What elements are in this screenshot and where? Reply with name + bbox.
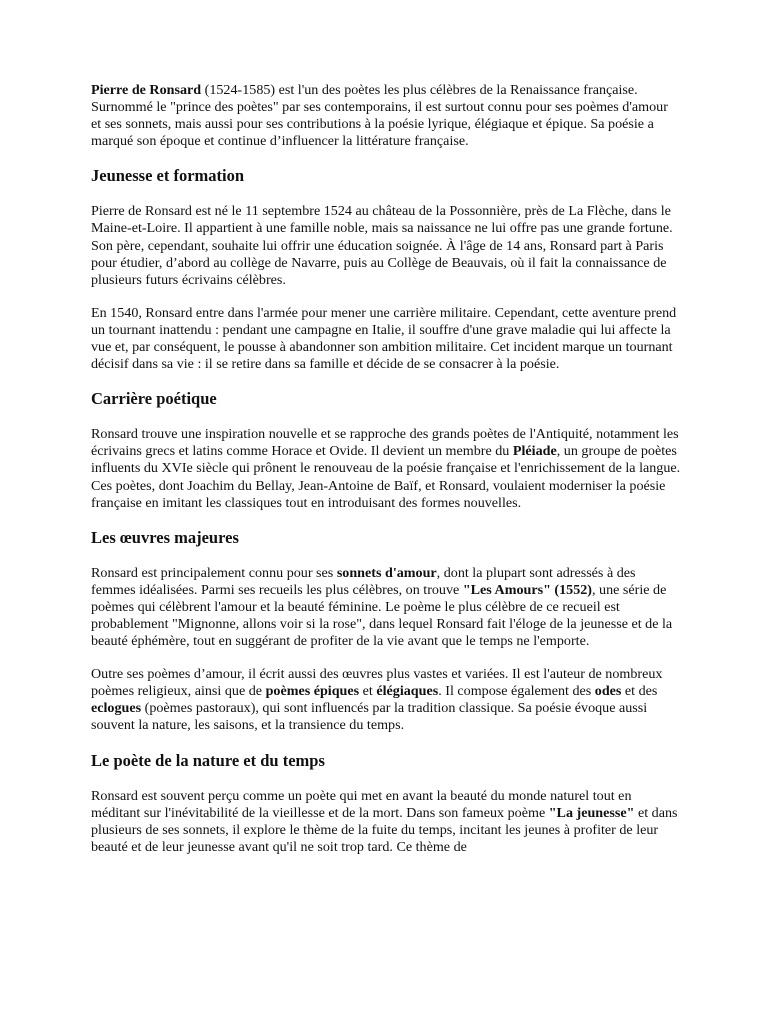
text-span: . Il compose également des: [438, 683, 595, 700]
bold-term: sonnets d'amour: [336, 564, 437, 581]
bold-term: élégiaques: [376, 683, 439, 700]
intro-paragraph: [91, 82, 681, 150]
bold-term: odes: [594, 683, 622, 700]
text-span: , une série de poèmes qui célèbrent l'amour et la beauté féminine. Le poème le plus célèbre de ce recueil est probablement "Mignonne, allons voir si la rose", dans lequel Ronsard fait l'éloge de la jeunesse et de la beauté éphémère, tout en suggérant de profiter de la vie avant que le temps ne l'emporte.: [91, 581, 673, 650]
heading-carriere: Carrière poétique: [91, 389, 217, 409]
paragraph-jeunesse-1: Pierre de Ronsard est né le 11 septembre 1524 au château de la Possonnière, près de La Flèche, dans le Maine-et-Loire. Il appartient à une famille noble, mais sa naissance ne lui offre pas une grande fortune. Son père, cependant, souhaite lui offrir une éducation soignée. À l'âge de 14 ans, Ronsard part à Paris pour étudier, d’abord au collège de Navarre, puis au Collège de Beauvais, où il fait la connaissance de plusieurs futurs écrivains célèbres.: [91, 203, 673, 288]
text-span: Ronsard est principalement connu pour ses: [91, 564, 337, 581]
text-span: Outre ses poèmes d’amour, il écrit aussi des œuvres plus vastes et variées. Il est l'auteur de nombreux poèmes religieux, ainsi que de: [91, 666, 663, 700]
text-span: (poèmes pastoraux), qui sont influencés par la tradition classique. Sa poésie évoque aussi souvent la nature, les saisons, et la transience du temps.: [91, 700, 648, 734]
paragraph-carriere-1: [91, 426, 681, 511]
text-span: , un groupe de poètes influents du XVIe siècle qui prônent le renouveau de la poésie française et l'enrichissement de la langue. Ces poètes, dont Joachim du Bellay, Jean-Antoine de Baïf, et Ronsard, voulaient moderniser la poésie française en imitant les classiques tout en introduisant des formes nouvelles.: [91, 443, 681, 511]
text-span: et des: [621, 683, 658, 700]
paragraph-nature-1: [91, 788, 681, 856]
text-span: Ronsard trouve une inspiration nouvelle et se rapproche des grands poètes de l'Antiquité, notamment les écrivains grecs et latins comme Horace et Ovide. Il devient un membre du: [91, 426, 679, 460]
bold-term: Pléiade: [512, 443, 557, 460]
intro-text: (1524-1585) est l'un des poètes les plus célèbres de la Renaissance française. Surnommé le "prince des poètes" par ses contemporains, il est surtout connu pour ses poèmes d'amour et ses sonnets, mais aussi pour ses contributions à la poésie lyrique, élégiaque et épique. Sa poésie a marqué son époque et continue d’influencer la littérature française.: [91, 82, 668, 150]
heading-nature: Le poète de la nature et du temps: [91, 750, 325, 770]
heading-oeuvres: Les œuvres majeures: [91, 527, 239, 547]
heading-jeunesse: Jeunesse et formation: [91, 166, 245, 186]
text-span: Ronsard est souvent perçu comme un poète qui met en avant la beauté du monde naturel tout en méditant sur l'inévitabilité de la vieillesse et de la mort. Dans son fameux poème: [91, 787, 632, 821]
document-page: [91, 82, 681, 872]
text-span: , dont la plupart sont adressés à des femmes idéalisées. Parmi ses recueils les plus célèbres, on trouve: [91, 564, 636, 598]
paragraph-oeuvres-1: [91, 565, 681, 650]
bold-term: poèmes épiques: [265, 683, 360, 700]
paragraph-jeunesse-2: En 1540, Ronsard entre dans l'armée pour mener une carrière militaire. Cependant, cette aventure prend un tournant inattendu : pendant une campagne en Italie, il souffre d'une grave maladie qui lui affecte la vue et, par conséquent, le pousse à abandonner son ambition militaire. Cet incident marque un tournant décisif dans sa vie : il se retire dans sa famille et décide de se consacrer à la poésie.: [91, 304, 677, 373]
text-span: et dans plusieurs de ses sonnets, il explore le thème de la fuite du temps, incitant les jeunes à profiter de leur beauté et de leur jeunesse avant qu'il ne soit trop tard. Ce thème de: [91, 804, 678, 855]
bold-term: eclogues: [91, 700, 142, 717]
text-span: et: [359, 683, 377, 700]
paragraph-oeuvres-2: [91, 666, 681, 734]
bold-term: "La jeunesse": [548, 804, 635, 821]
author-name: Pierre de Ronsard: [91, 82, 202, 98]
bold-term: "Les Amours" (1552): [462, 581, 592, 598]
